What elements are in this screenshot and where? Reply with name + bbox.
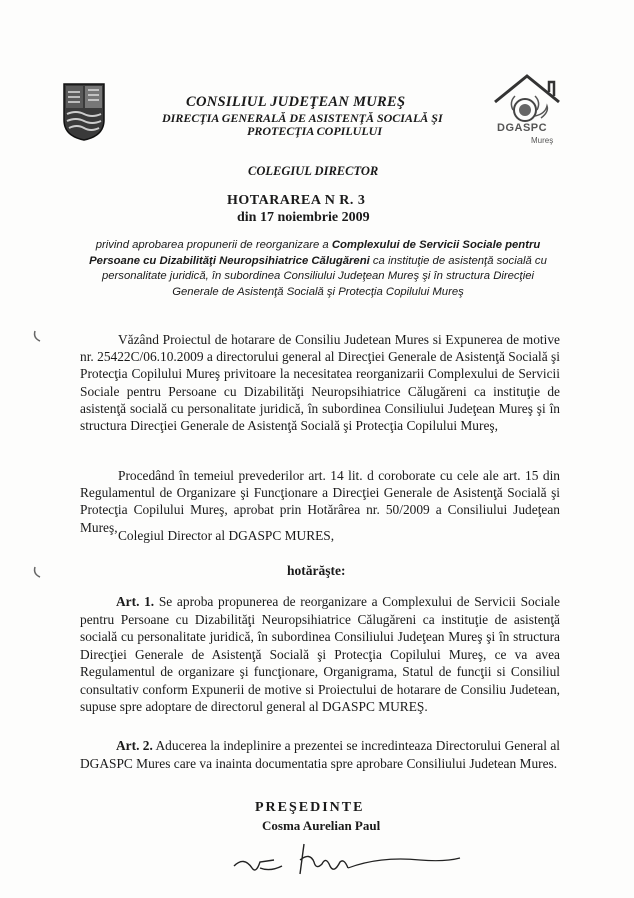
article-2 (80, 737, 560, 772)
logo-text: DGASPC (497, 122, 548, 134)
paragraph-board: Colegiul Director al DGASPC MURES, (118, 528, 335, 543)
article-1-text: Se aproba propunerea de reorganizare a Complexului de Servicii Sociale pentru Persoane cu Dizabilităţi Neuropsihiatrice Călugăreni ca instituţie de asistenţă socială cu personalitate juridică, în subordinea Consiliului Judeţean Mureş şi în structura Direcţiei Generale de Asistenţă Socială şi Protecţia Copilului Mureş, ce va avea Regulamentul de organizare şi funcţionare, Organigrama, Statul de funcţii si Consiliul consultativ conform Expunerii de motive si Proiectului de hotarare de Consiliu Judetean, supuse spre adoptare de directorul general al DGASPC MUREŞ. (80, 594, 560, 714)
paragraph-legal-basis: Procedând în temeiul prevederilor art. 14 lit. d coroborate cu cele ale art. 15 din Regulamentul de Organizare şi Funcţionare a Direcţiei Generale de Asistenţă Socială şi Protecţia Copilului Mureş, aprobat prin Hotărârea nr. 50/2009 a Consiliului Judeţean Mureş, (80, 468, 560, 535)
board-heading: COLEGIUL DIRECTOR (248, 164, 379, 178)
decides-heading: hotărăşte: (287, 563, 346, 578)
subject-prefix: privind aprobarea propunerii de reorganizare a (95, 239, 332, 251)
article-1-label: Art. 1. (116, 594, 155, 609)
subject-suffix: ca instituţie de asistenţă socială cu personalitate juridică, în subordinea Consiliului Judeţean Mureş şi în structura Direcţiei Generale de Asistenţă Socială şi Protecţia Copilului Mureş (101, 254, 547, 298)
article-1 (80, 593, 560, 716)
handwritten-signature (230, 838, 470, 883)
document-title: HOTARAREA N R. 3 (227, 193, 366, 208)
scan-mark-icon (32, 566, 42, 580)
paragraph-considering: Văzând Proiectul de hotarare de Consiliu Judetean Mures si Expunerea de motive nr. 25422C/06.10.2009 a directorului general al Direcţiei Generale de Asistenţă Socială şi Protecţia Copilului Mureş privitoare la necesitatea reorganizarii Complexului de Servicii Sociale pentru Persoane cu Dizabilităţi Neuropsihiatrice Călugăreni ca instituţie de asistenţă socială cu personalitate juridică, în subordinea Consiliului Judeţean Mureş şi în structura Direcţiei Generale de Asistenţă Socială şi Protecţia Copilului Mureş, (80, 332, 560, 434)
signatory-title: PREŞEDINTE (255, 800, 365, 815)
county-crest-icon (62, 82, 106, 142)
article-2-text: Aducerea la indeplinire a prezentei se incredinteaza Directorului General al DGASPC Mures care va inainta documentatia spre aprobare Consiliului Judetean Mures. (80, 738, 560, 771)
logo-subtext: Mureş (531, 136, 554, 145)
directorate-line1: DIRECŢIA GENERALĂ DE ASISTENŢĂ SOCIALĂ ŞI (162, 111, 443, 125)
org-name: CONSILIUL JUDEŢEAN MUREŞ (186, 94, 406, 110)
signatory-name: Cosma Aurelian Paul (262, 818, 381, 833)
dgaspc-logo-icon (487, 70, 567, 150)
article-2-label: Art. 2. (116, 738, 153, 753)
scan-mark-icon (32, 330, 42, 344)
directorate-line2: PROTECŢIA COPILULUI (247, 124, 383, 138)
document-date: din 17 noiembrie 2009 (237, 210, 370, 225)
subject-bold: Complexului de Servicii Sociale pentru Persoane cu Dizabilităţi Neuropsihiatrice Călugăreni (89, 239, 541, 267)
subject-text (78, 238, 558, 300)
